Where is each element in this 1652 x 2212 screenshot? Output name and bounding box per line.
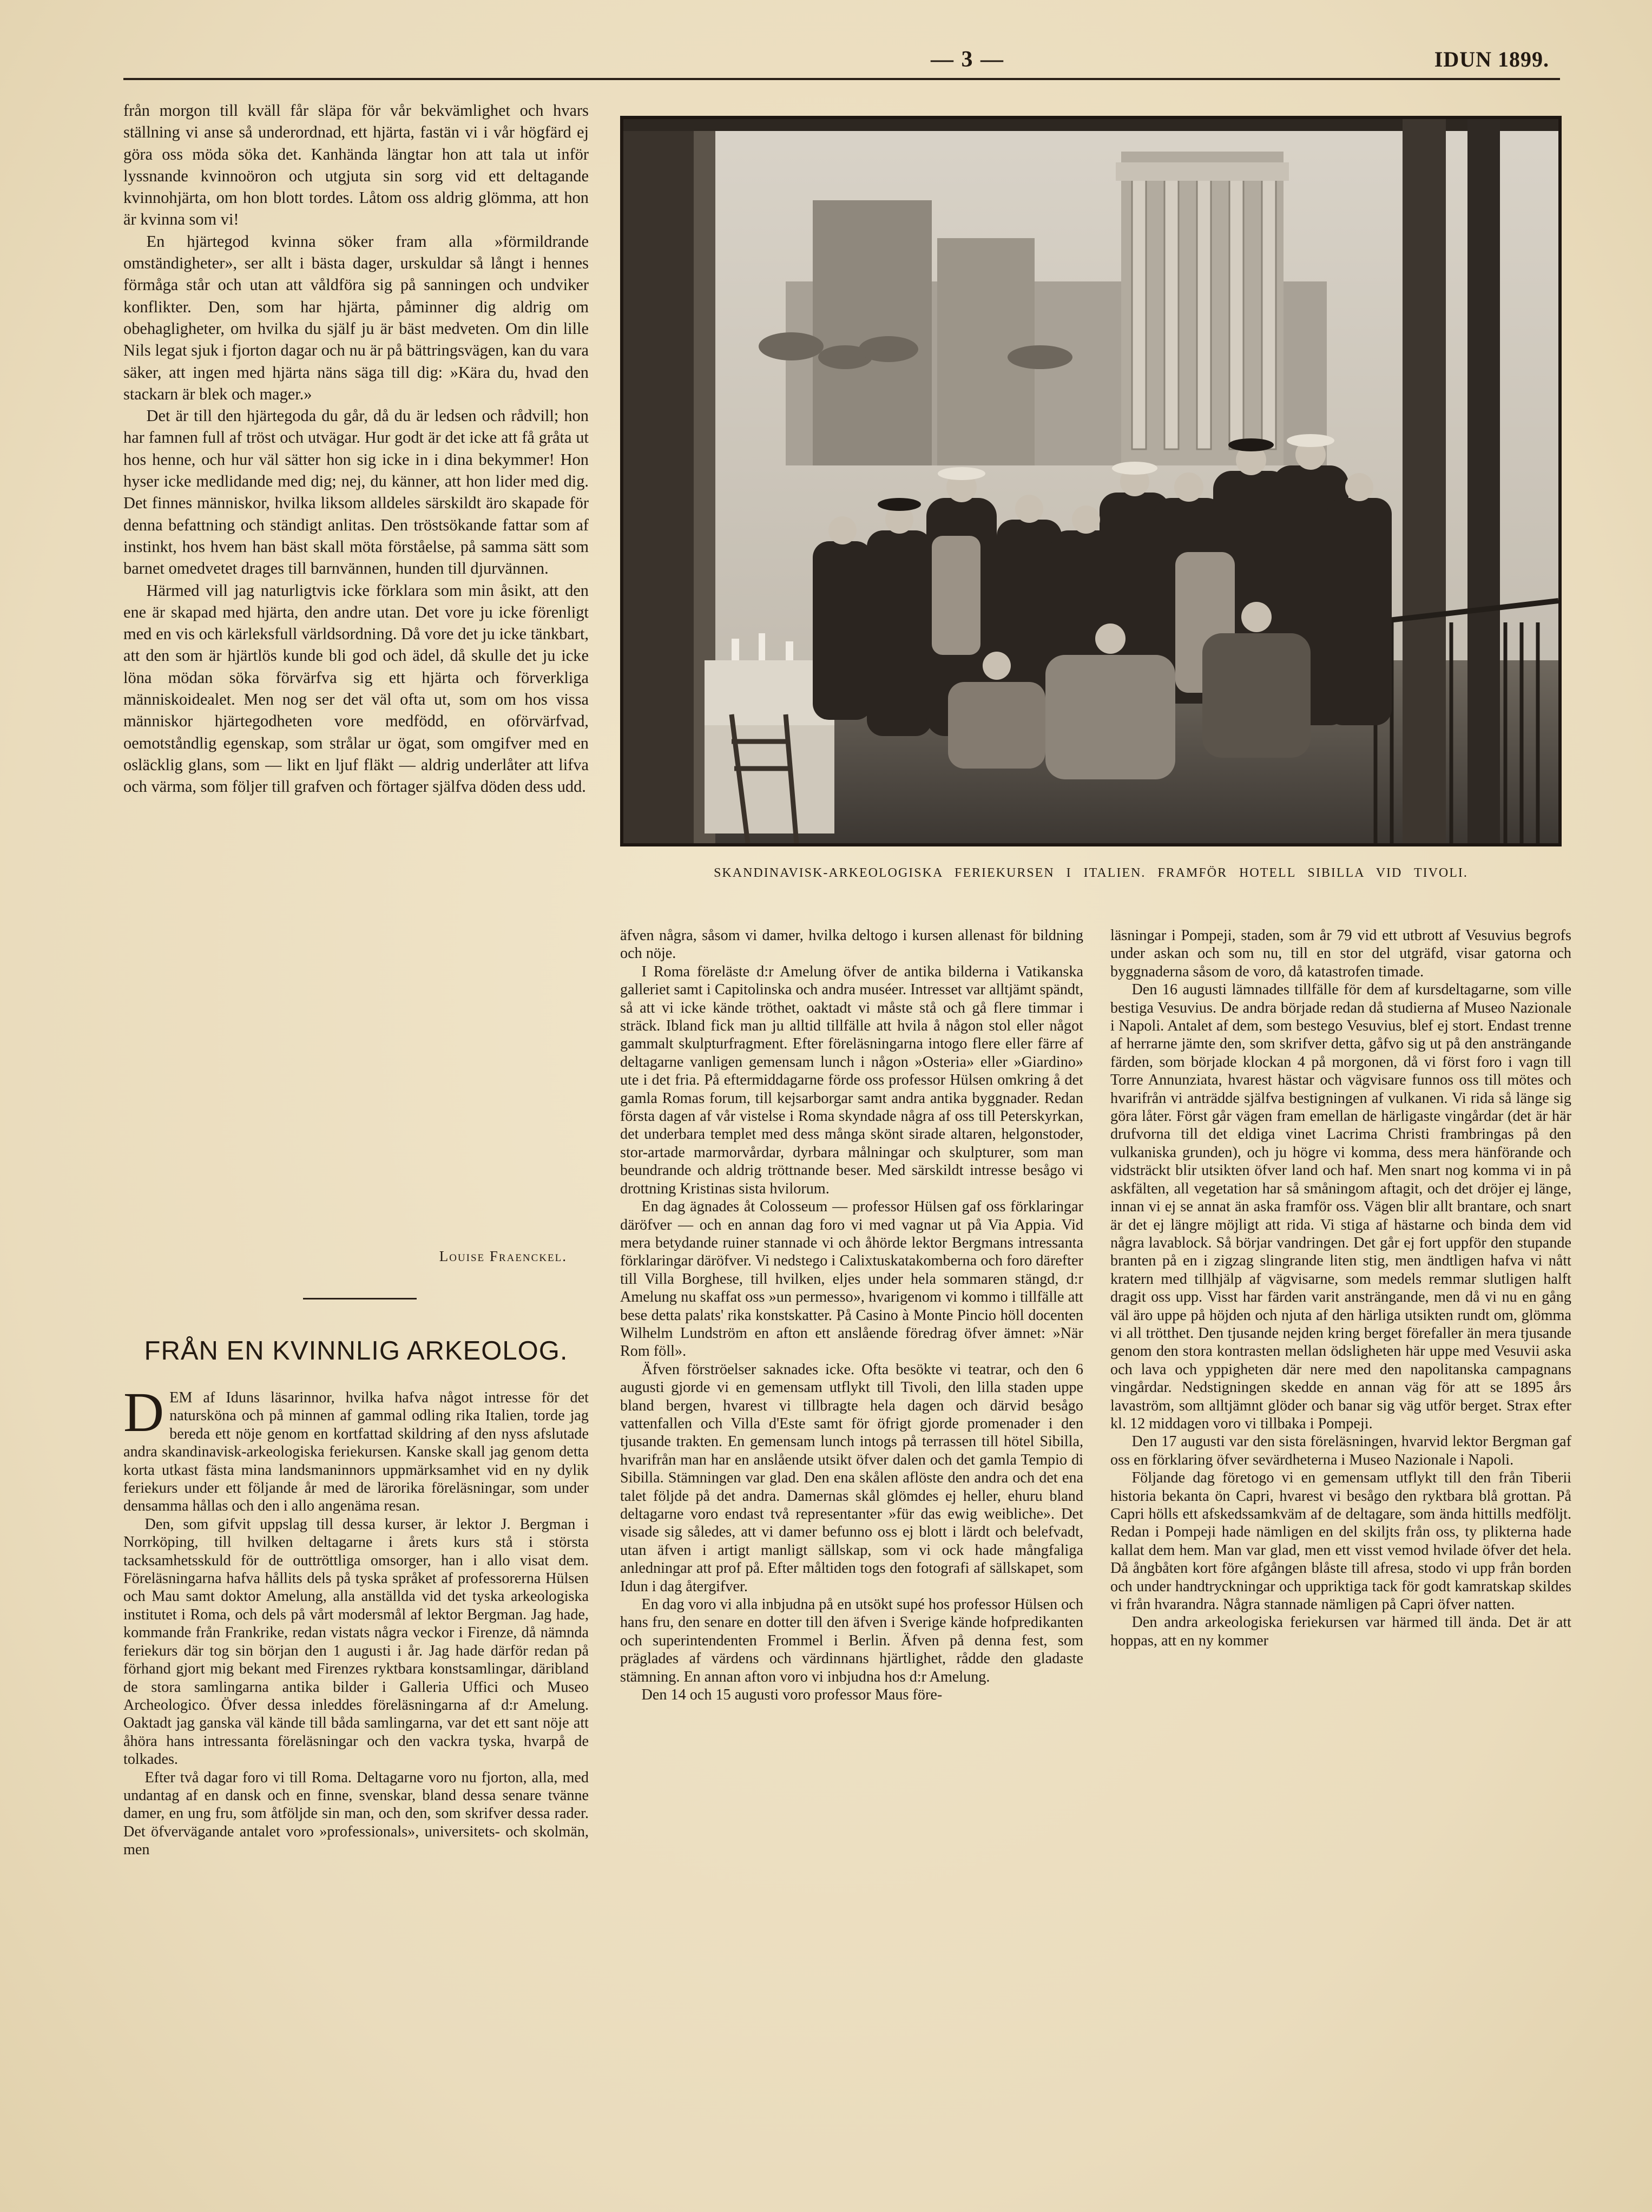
article-paragraph: Den 16 augusti lämnades tillfälle för dem af kursdeltagarne, som ville bestiga Vesuvius. De andra började redan då studierna af Museo Nazionale i Napoli. Antalet af dem, som bestego Vesuvius, blef ej stort. Endast trenne af herrarne jämte den, som skrifver detta, gåfvo sig ut på den ansträngande färden, som började klockan 4 på morgonen, då vi först foro i vagn till Torre Annunziata, hvarest hästar och vägvisare funnos oss till mötes och hvarifrån vi anträdde själfva bestigningen af vulkanen. Vi rida så länge sig göra låter. Först går vägen fram emellan de härligaste vingårdar (det är här drufvorna till det eldiga vinet Lacrima Christi frambringas på den vulkaniska grunden), och ju högre vi komma, dess mera hänförande och vidsträckt blir utsikten öfver land och haf. Men snart nog komma vi in på askfälten, all vegetation har så småningom aftagit, och det dröjer ej länge, innan vi ej se annat än aska framför oss. Vägen blir allt brantare, och snart är det ej längre möjligt att rida. Vi stiga af hästarne och binda dem vid några lavablock. Så börjar vandringen. Det går ej fort uppför den stupande branten på en i zigzag slingrande liten stig, men ändtligen hafva vi nått kratern med tillhjälp af vägvisarne, som medels remmar slutligen halft dragit oss upp. Visst har färden varit ansträngande, men då vi nu en gång väl äro uppe på höjden och njuta af den härliga utsikten rundt om, glömma vi all trötthet. Den tjusande nejden kring berget förefaller än mera tjusande genom den stora kontrasten mellan ödsligheten här uppe med Vesuvii aska och lava och yppigheten där nere med den napolitanska campagnans vingårdar. Nedstigningen skedde en annan väg för att se 1895 års lavaström, som alltjämnt glöder och banar sig väg utför berget. Strax efter kl. 12 middagen voro vi tillbaka i Pompeji. <box>1110 981 1571 1432</box>
section-divider <box>303 1298 417 1299</box>
article-lead-paragraph <box>123 1381 589 1515</box>
article-paragraph: Den andra arkeologiska feriekursen var härmed till ända. Det är att hoppas, att en ny kommer <box>1110 1614 1571 1649</box>
article-paragraph: äfven några, såsom vi damer, hvilka deltogo i kursen allenast för bildning och nöje. <box>620 927 1083 962</box>
article-paragraph: Äfven förströelser saknades icke. Ofta besökte vi teatrar, och den 6 augusti gjorde vi en gemensam utflykt till Tivoli, den lilla staden uppe bland bergen, hvarest vi tillbragte hela dagen och därvid besågo vattenfallen och Villa d'Este samt för öfrigt gjorde promenader i den tjusande trakten. En gemensam lunch intogs på terrassen till hötel Sibilla, hvarifrån man har en anslående utsikt öfver dalen och det gamla Tempio di Sibilla. Stämningen var glad. Den ena skålen aflöste den andra och det ena talet följde på det andra. Damernas skål glömdes ej heller, ehuru bland deltagarne voro endast två representanter »für das ewig weibliche». Det visade sig således, att vi damer befunno oss ej blott i lärdt och belefvadt, utan äfven i artigt manligt sällskap, som vi ock hade mångfaliga anledningar att prof på. Efter måltiden togs den fotografi af sällskapet, som Idun i dag återgifver. <box>620 1361 1083 1595</box>
article-paragraph: En dag ägnades åt Colosseum — professor Hülsen gaf oss förklaringar däröfver — och en annan dag foro vi med vagnar ut på Via Appia. Vid mera betydande ruiner stannade vi och åhörde lektor Bergmans intressanta förklaringar däröfver. Vi nedstego i Calixtuskatakomberna och foro därefter till Villa Borghese, till hvilken, eljes under hela sommaren stängd, d:r Amelung nu skaffat oss »un permesso», hvarigenom vi kommo i tillfälle att bese detta palats' rika konstskatter. På Casino à Monte Pincio höll docenten Wilhelm Lundström en afton ett anslående föredrag öfver ämnet: »När Rom föll». <box>620 1198 1083 1360</box>
article-paragraph: Den 14 och 15 augusti voro professor Maus före- <box>641 1686 943 1704</box>
article-column-3 <box>1110 927 1571 2209</box>
article-paragraph: Följande dag företogo vi en gemensam utflykt till den från Tiberii historia bekanta ön Capri, hvarest vi besågo den ryktbara blå grottan. På Capri hölls ett afskedssamkväm af de deltagare, som ända hittills medföljt. Redan i Pompeji hade nämligen en del skiljts från oss, ty plikterna hade kallat dem hem. Man var glad, men ett visst vemod hvilade öfver det hela. Då ångbåten kort före afgången blåste till afresa, stodo vi upp från borden och under handtryckningar och uppriktiga tack för godt kamratskap skildes vi från hvarandra. Några stannade nämligen på Capri öfver natten. <box>1110 1469 1571 1613</box>
article-paragraph: I Roma föreläste d:r Amelung öfver de antika bilderna i Vatikanska galleriet samt i Capitolinska och andra muséer. Intresset var alltjämt spändt, så att vi icke kände tröthet, oaktadt vi måste stå och gå flere timmar i sträck. Ibland fick man ju alltid tillfälle att hvila å någon stol eller något gammalt skulpturfragment. Efter föreläsningarna intogo flere eller färre af deltagarne vanligen gemensam lunch i någon »Osteria» eller »Giardino» ute i det fria. På eftermiddagarne förde oss professor Hülsen omkring å det gamla Romas forum, till kejsarborgar samt andra antika byggnader. Redan första dagen af vår vistelse i Roma skyndade några af oss till Peterskyrkan, det underbara templet med dess många skönt sirade altaren, helgonstoder, stor-artade marmorvårdar, dyrbara målningar och skulpturer, som man beundrande och aldrig tröttnande beser. Med särskildt intresse besågo vi drottning Kristinas sista hvilorum. <box>620 963 1083 1197</box>
article-column-1 <box>123 1381 589 2201</box>
article-paragraph: Den, som gifvit uppslag till dessa kurser, är lektor J. Bergman i Norrköping, till hvilken deltagarne i årets kurs stå i största tacksamhetsskuld för de outtröttliga omsorger, han i allo visat dem. Föreläsningarna hafva hållits dels på tyska språket af professorerna Hülsen och Mau samt doktor Amelung, alla anställda vid det tyska arkeologiska institutet i Roma, och dels på vårt modersmål af lektor Bergman. Jag hade, kommande från Frankrike, redan vistats några veckor i Firenze, då nämnda feriekurs där tog sin början den 1 augusti i år. Jag hade därför redan på förhand gjort mig bekant med Firenzes ryktbara konstsamlingar, däribland de stora samlingarna antika bilder i Galleria Uffici och Museo Archeologico. Öfver dessa inleddes föreläsningarna af d:r Amelung. Oaktadt jag ganska väl kände till båda samlingarna, var det ett sant nöje att åhöra hans intressanta föreläsningar och den vackra tyska, hvarpå de tolkades. <box>123 1515 589 1768</box>
masthead: IDUN 1899. <box>1434 47 1549 71</box>
author-signature: Louise Fraenckel. <box>439 1248 567 1264</box>
page-header <box>123 42 1560 86</box>
article-column-2 <box>620 927 1083 2209</box>
essay-paragraph: från morgon till kväll får släpa för vår bekvämlighet och hvars ställning vi anse så underordnad, ett hjärta, fastän vi i vår högfärd ej göra oss möda söka det. Kanhända längtar hon att tala ut inför lyssnande kvinnoöron och utgjuta sin sorg vid ett deltagande kvinnohjärta, om hon blott tordes. Låtom oss aldrig glömma, att hon är kvinna som vi! <box>123 101 589 229</box>
drop-cap: D <box>123 1381 164 1443</box>
article-paragraph: Efter två dagar foro vi till Roma. Deltagarne voro nu fjorton, alla, med undantag af en dansk och en finne, svenskar, bland dessa senare tvänne damer, en ung fru, som åtföljde sin man, och den, som skrifver dessa rader. Det öfvervägande antalet voro »professionals», universitets- och skolmän, men <box>123 1769 589 1859</box>
article-title: FRÅN EN KVINNLIG ARKEOLOG. <box>144 1336 568 1366</box>
essay-paragraph: Det är till den hjärtegoda du går, då du är ledsen och rådvill; hon har famnen full af tröst och utvägar. Hur godt är det icke att få gråta ut hos henne, och hur väl sätter hon sig icke in i dina bekymmer! Hon hyser icke medlidande med dig; nej, du känner, att hon lider med dig. Det finnes människor, hvilka liksom alldeles särskildt äro skapade för denna befattning och ständigt anlitas. Den tröstsökande fattar som af instinkt, hos hvem han bäst skall möta förståelse, på samma sätt som barnet omedvetet drages till barnvännen, hunden till djurvännen. <box>123 406 589 578</box>
article-paragraph: En dag voro vi alla inbjudna på en utsökt supé hos professor Hülsen och hans fru, den senare en dotter till den äfven i Sverige kände hofpredikanten och superintendenten Frommel i Berlin. Äfven på denna fest, som präglades af värdens och värdinnans hjärtlighet, rådde den gladaste stämning. En annan afton voro vi inbjudna hos d:r Amelung. <box>620 1596 1083 1685</box>
essay-paragraph: En hjärtegod kvinna söker fram alla »förmildrande omständigheter», ser allt i bästa dager, urskuldar så långt i hennes förmåga står och utan att våldföra sig på sanningen och undviker konflikter. Den, som har hjärta, påminner dig aldrig om obehagligheter, om hvilka du själf ju är bäst medveten. Om din lille Nils legat sjuk i fjorton dagar och nu är på bättringsvägen, kan du vara säker, att ingen med hjärta näns säga till dig: »Kära du, hvad den stackarn är blek och mager.» <box>123 232 589 403</box>
photograph-illustration <box>623 119 1558 843</box>
column-1-essay <box>123 100 589 1279</box>
header-rule <box>123 78 1560 80</box>
article-paragraph: Den 17 augusti var den sista föreläsningen, hvarvid lektor Bergman gaf oss en förklaring öfver sevärdheterna i Museo Nazionale i Napoli. <box>1110 1433 1571 1468</box>
lead-text: EM af Iduns läsarinnor, hvilka hafva något intresse för det natursköna och på minnen af gammal odling rika Italien, torde jag bereda ett nöje genom en kortfattad skildring af den nyss afslutade andra skandinavisk-arkeologiska feriekursen. Kanske skall jag genom detta korta utkast fästa mina landsmaninnors uppmärksamhet vid en ny dylik feriekurs under ett följande år med de lärorika föreläsningar, som under densamma hållas och den i allo angenäma resan. <box>123 1389 589 1515</box>
group-photograph <box>620 116 1562 846</box>
essay-paragraph: Härmed vill jag naturligtvis icke förklara som min åsikt, att den ene är skapad med hjärta, den andre utan. Det vore ju icke förenligt med en vis och kärleksfull världsordning. Då vore det ju icke tänkbart, att den som är hjärtlös kunde bli god och ädel, då skulle det ju icke löna mödan söka förvärfva sig ett hjärta och förverkliga människoidealet. Men nog ser det väl ofta ut, som om hos vissa människor hjärtegodheten vore medfödd, en oförvärfvad, oemotståndlig egenskap, som strålar ur ögat, som omgifver med en osläcklig glans, som — likt en ljuf fläkt — aldrig underlåter att lifva och värma, som följer till grafven och förtager själfva döden dess udd. <box>123 581 589 796</box>
page-number: — 3 — <box>931 47 1004 72</box>
article-paragraph: läsningar i Pompeji, staden, som år 79 vid ett utbrott af Vesuvius begrofs under askan och som nu, till en stor del utgräfd, visar gatorna och byggnaderna såsom de voro, då katastrofen timade. <box>1110 927 1571 980</box>
photo-caption: SKANDINAVISK-ARKEOLOGISKA FERIEKURSEN I ITALIEN. FRAMFÖR HOTELL SIBILLA VID TIVOLI. <box>714 866 1468 880</box>
